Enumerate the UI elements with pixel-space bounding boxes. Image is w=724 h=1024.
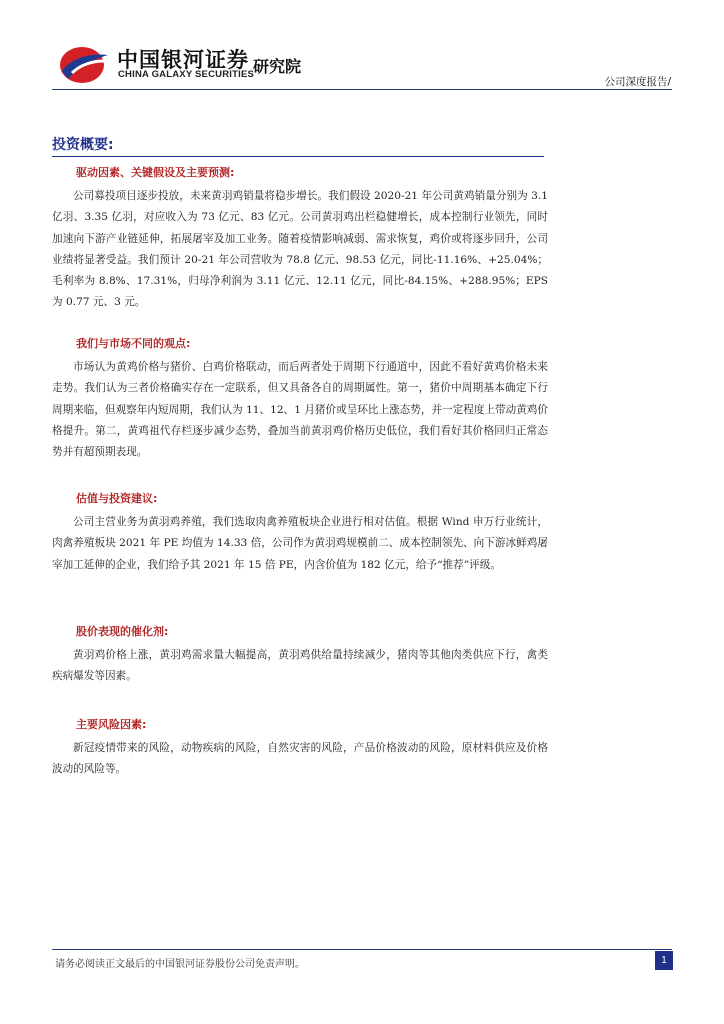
report-type-label: 公司深度报告/: [604, 76, 671, 88]
page-header: [0, 0, 724, 95]
section-title: 驱动因素、关键假设及主要预测:: [76, 166, 235, 179]
galaxy-logo-icon: [58, 43, 110, 85]
section-body: 公司主营业务为黄羽鸡养殖，我们选取肉禽养殖板块企业进行相对估值。根据 Wind 申万行业统计，肉禽养殖板块 2021 年 PE 均值为 14.33 倍，公司作为黄羽鸡规模前二、成本控制领先、向下游冰鲜鸡屠宰加工延伸的企业，我们给予其 2021 年 15 倍 PE，内含价值为 182 亿元，给予“推荐”评级。: [52, 516, 548, 571]
summary-heading: 投资概要:: [52, 137, 114, 153]
footer-disclaimer: 请务必阅读正文最后的中国银河证券股份公司免责声明。: [55, 959, 305, 970]
section-differing-views: [52, 335, 548, 463]
header-divider: [52, 89, 672, 90]
page-number: 1: [655, 951, 673, 970]
section-title: 主要风险因素:: [76, 718, 147, 731]
logo-english-name: CHINA GALAXY SECURITIES: [118, 69, 255, 80]
section-body: 市场认为黄鸡价格与猪价、白鸡价格联动，而后两者处于周期下行通道中，因此不看好黄鸡价格未来走势。我们认为三者价格确实存在一定联系，但又具备各自的周期属性。第一，猪价中周期基本确定下行周期来临，但观察年内短周期，我们认为 11、12、1 月猪价或呈环比上涨态势，并一定程度上带动黄鸡价格提升。第二，黄鸡祖代存栏逐步减少态势，叠加当前黄羽鸡价格历史低位，我们看好其价格回归正常态势并有超预期表现。: [52, 361, 548, 459]
section-catalysts: [52, 623, 548, 688]
section-title: 估值与投资建议:: [76, 492, 158, 505]
section-drivers: [52, 164, 548, 314]
footer-divider: [52, 949, 672, 950]
section-valuation: [52, 490, 548, 576]
section-title: 股价表现的催化剂:: [76, 625, 169, 638]
logo-chinese-name: 中国银河证券: [117, 48, 249, 72]
summary-divider: [52, 156, 544, 157]
logo-subtitle: 研究院: [253, 57, 302, 76]
section-risks: [52, 716, 548, 781]
section-title: 我们与市场不同的观点:: [76, 337, 191, 350]
section-body: 公司募投项目逐步投放，未来黄羽鸡销量将稳步增长。我们假设 2020-21 年公司黄鸡销量分别为 3.1 亿羽、3.35 亿羽，对应收入为 73 亿元、83 亿元。公司黄羽鸡出栏稳健增长，成本控制行业领先，同时加速向下游产业链延伸，拓展屠宰及加工业务。随着疫情影响减弱、需求恢复，鸡价或将逐步回升，公司业绩将显著受益。我们预计 20-21 年公司营收为 78.8 亿元、98.53 亿元，同比-11.16%、+25.04%；毛利率为 8.8%、17.31%，归母净利润为 3.11 亿元、12.11 亿元，同比-84.15%、+288.95%；EPS 为 0.77 元、3 元。: [52, 190, 548, 309]
section-body: 新冠疫情带来的风险，动物疾病的风险，自然灾害的风险，产品价格波动的风险，原材料供应及价格波动的风险等。: [52, 742, 548, 776]
section-body: 黄羽鸡价格上涨，黄羽鸡需求量大幅提高，黄羽鸡供给量持续减少，猪肉等其他肉类供应下行，禽类疾病爆发等因素。: [52, 649, 548, 683]
